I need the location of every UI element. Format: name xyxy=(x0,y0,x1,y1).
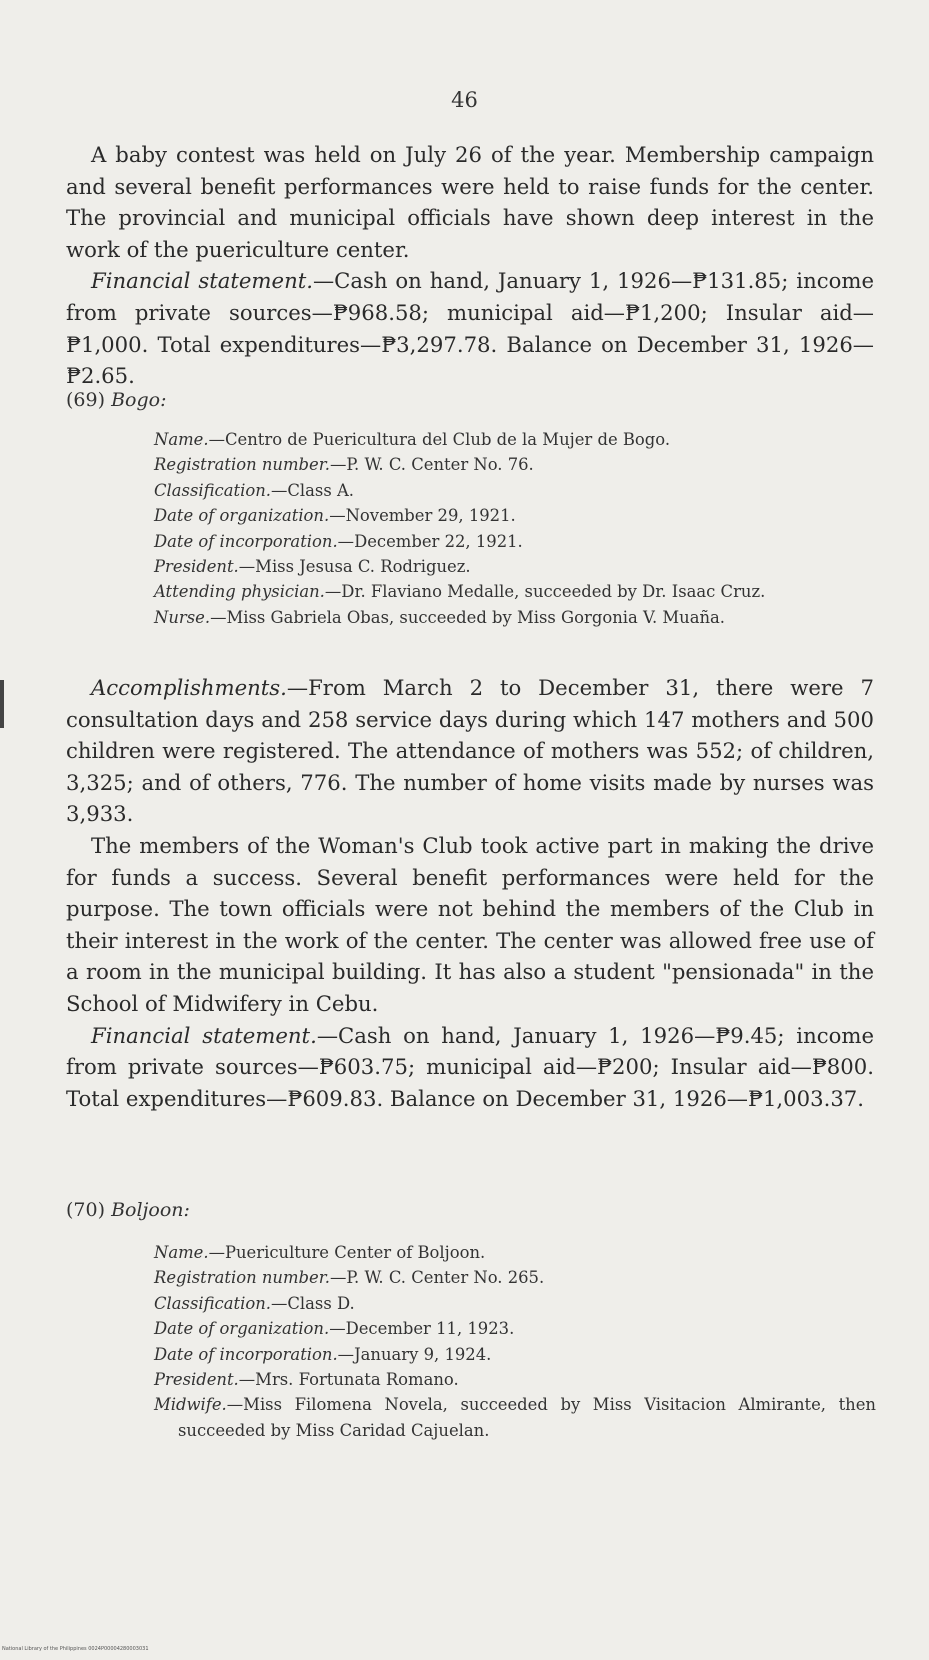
detail-label: Midwife. xyxy=(154,1395,227,1415)
financial-statement-text: —Cash on hand, January 1, 1926—₱9.45; income from private sources—₱603.75; municipal aid—₱200; Insular aid—₱800. Total expenditures—₱609.83. Balance on December 31, 1926—₱1,003.37. xyxy=(66,1022,874,1111)
detail-item xyxy=(154,1265,876,1290)
detail-value: —Class D. xyxy=(270,1293,355,1313)
detail-item xyxy=(154,1367,876,1392)
detail-label: Classification. xyxy=(154,1293,271,1313)
detail-label: Date of organization. xyxy=(154,1319,330,1339)
detail-item xyxy=(154,529,876,554)
accomplishments-paragraph xyxy=(66,672,874,830)
detail-value: —Miss Filomena Novela, succeeded by Miss Visitacion Almirante, then succeeded by Miss Caridad Cajuelan. xyxy=(178,1395,876,1440)
section-69-details xyxy=(154,427,876,630)
club-paragraph xyxy=(66,830,874,1020)
financial-statement-label: Financial statement. xyxy=(91,268,313,294)
detail-label: Date of incorporation. xyxy=(154,531,338,551)
paragraph-text: A baby contest was held on July 26 of the year. Membership campaign and several benefit performances were held to raise funds for the center. The provincial and municipal officials have shown deep interest in the work of the puericulture center. xyxy=(66,142,874,262)
detail-value: —P. W. C. Center No. 76. xyxy=(329,455,534,475)
section-69-heading-wrap xyxy=(66,389,874,411)
detail-label: Attending physician. xyxy=(154,582,325,602)
detail-item xyxy=(154,1240,876,1265)
detail-value: —Miss Jesusa C. Rodriguez. xyxy=(238,557,471,577)
detail-label: President. xyxy=(154,1370,239,1390)
detail-item xyxy=(154,1316,876,1341)
detail-label: Classification. xyxy=(154,480,271,500)
accomplishments-text: —From March 2 to December 31, there were 7 consultation days and 258 service days during which 147 mothers and 500 children were registered. The attendance of mothers was 552; of children, 3,325; and of others, 776. The number of home visits made by nurses was 3,933. xyxy=(66,675,874,827)
scan-stamp: National Library of the Philippines 0024P00004280003031 xyxy=(2,1646,149,1652)
accomplishments-label: Accomplishments. xyxy=(91,675,287,700)
detail-value: —Class A. xyxy=(270,480,354,500)
detail-item xyxy=(154,554,876,579)
detail-value: —November 29, 1921. xyxy=(329,506,516,526)
intro-block xyxy=(66,139,874,392)
detail-label: Registration number. xyxy=(154,1268,330,1288)
paragraph-baby-contest xyxy=(66,139,874,265)
detail-value: —Puericulture Center of Boljoon. xyxy=(208,1243,486,1262)
financial-statement-paragraph xyxy=(66,1020,874,1115)
detail-label: President. xyxy=(154,557,239,577)
section-70-heading-wrap xyxy=(66,1199,874,1221)
section-name: Bogo: xyxy=(111,389,167,411)
detail-value: —Dr. Flaviano Medalle, succeeded by Dr. Isaac Cruz. xyxy=(324,582,766,602)
section-number: (69) xyxy=(66,389,106,411)
detail-label: Name. xyxy=(154,430,209,449)
detail-item xyxy=(154,1392,876,1443)
detail-item xyxy=(154,1342,876,1367)
detail-label: Name. xyxy=(154,1243,209,1262)
detail-value: —Mrs. Fortunata Romano. xyxy=(238,1370,459,1390)
detail-label: Date of organization. xyxy=(154,506,330,526)
section-number: (70) xyxy=(66,1199,106,1221)
detail-item xyxy=(154,503,876,528)
section-name: Boljoon: xyxy=(111,1199,190,1221)
section-70-details xyxy=(154,1240,876,1443)
detail-label: Nurse. xyxy=(154,607,211,627)
detail-value: —December 22, 1921. xyxy=(337,531,523,551)
section-heading xyxy=(66,1199,874,1221)
section-heading xyxy=(66,389,874,411)
financial-statement-label: Financial statement. xyxy=(91,1022,317,1048)
detail-value: —January 9, 1924. xyxy=(337,1344,492,1364)
section-69-body xyxy=(66,672,874,1114)
detail-item xyxy=(154,605,876,630)
detail-item xyxy=(154,452,876,477)
detail-item xyxy=(154,579,876,604)
detail-value: —December 11, 1923. xyxy=(329,1319,515,1339)
detail-label: Date of incorporation. xyxy=(154,1344,338,1364)
page-number: 46 xyxy=(451,88,478,112)
detail-value: —Centro de Puericultura del Club de la Mujer de Bogo. xyxy=(208,430,671,449)
financial-statement-paragraph xyxy=(66,265,874,391)
binding-mark xyxy=(0,680,4,728)
detail-item xyxy=(154,427,876,452)
detail-value: —P. W. C. Center No. 265. xyxy=(329,1268,545,1288)
club-paragraph-text: The members of the Woman's Club took active part in making the drive for funds a success. Several benefit performances were held for the purpose. The town officials were not behind the members of the Club in their interest in the work of the center. The center was allowed free use of a room in the municipal building. It has also a student "pensionada" in the School of Midwifery in Cebu. xyxy=(66,832,874,1016)
financial-statement-text: —Cash on hand, January 1, 1926—₱131.85; income from private sources—₱968.58; municipal aid—₱1,200; Insular aid—₱1,000. Total expenditures—₱3,297.78. Balance on December 31, 1926—₱2.65. xyxy=(66,268,874,389)
detail-label: Registration number. xyxy=(154,455,330,475)
detail-value: —Miss Gabriela Obas, succeeded by Miss Gorgonia V. Muaña. xyxy=(210,607,726,627)
detail-item xyxy=(154,478,876,503)
detail-item xyxy=(154,1291,876,1316)
